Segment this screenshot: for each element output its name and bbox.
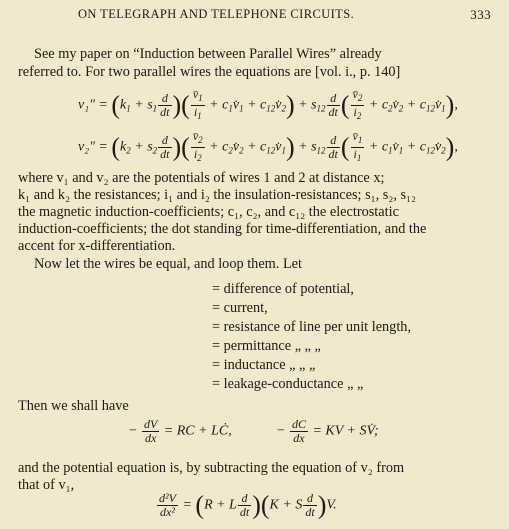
definition-rhs: = current, (212, 300, 268, 316)
equation-2: $v_2'' = (k_2 + s_2$ $\frac{d}{dt}$ )( $\frac{v̄_2}{i_2}$ + $c_2v̇_2$ + $c_{12}v̇_1) + s_{12}$ $\frac{d}{dt}$ ( $\frac{v̄_1}{i_1}$ + $c_1v̇_1$ + $c_{12}v̇_2$), (78, 129, 458, 163)
definition-rhs: = resistance of line per unit length, (212, 319, 412, 335)
potential-line-1: and the potential equation is, by subtracting the equation of v₂ from (18, 460, 405, 476)
equation-2-text: v₂″ = (78, 139, 108, 155)
page-number: 333 (470, 7, 491, 22)
header-title: ON TELEGRAPH AND TELEPHONE CIRCUITS. (78, 7, 355, 21)
where-line-4: induction-coefficients; the dot standing for time-differentiation, and the (18, 221, 427, 237)
where-line-1: where v₁ and v₂ are the potentials of wires 1 and 2 at distance x; (18, 170, 385, 186)
where-line-5: accent for x-differentiation. (18, 238, 176, 254)
now-line: Now let the wires be equal, and loop them. Let (34, 256, 302, 272)
definition-rhs: = permittance „ „ „ (212, 338, 321, 354)
equation-1: $v_1'' = (k_1 + s_1$ $\frac{d}{dt}$ )( $\frac{v̄_1}{i_1}$ + $c_1v̇_1$ + $c_{12}v̇_2) + s_{12}$ $\frac{d}{dt}$ ( $\frac{v̄_2}{i_2}$ + $c_2v̇_2$ + $c_{12}v̇_1$), (78, 87, 458, 121)
definition-rhs: = leakage-conductance „ „ (212, 376, 364, 392)
where-line-2: k₁ and k₂ the resistances; i₁ and i₂ the insulation-resistances; s₁, s₂, s₁₂ (18, 187, 417, 203)
intro-line-2: referred to. For two parallel wires the equations are [vol. i., p. 140] (18, 64, 401, 80)
then-line: Then we shall have (18, 398, 129, 414)
running-header (78, 7, 491, 25)
equation-3-left: − $\frac{dV}{dx}$ = RC + LĊ, (128, 417, 232, 445)
definition-rhs: = difference of potential, (212, 281, 354, 297)
definition-rhs: = inductance „ „ „ (212, 357, 316, 373)
equation-4: $\frac{\text{d²V}}{\text{dx²}}$ = (R + L $\frac{d}{dt}$ )(K + S $\frac{d}{dt}$ )V. (159, 490, 337, 520)
equation-3-right: − $\frac{dC}{dx}$ = KV + SV̇; (276, 417, 379, 445)
definitions-list (0, 280, 509, 392)
where-line-3: the magnetic induction-coefficients; c₁, c₂, and c₁₂ the electrostatic (18, 204, 399, 220)
equation-1-text: v₁″ = (78, 97, 108, 113)
potential-line-2: that of v₁, (18, 477, 75, 493)
intro-line-1: See my paper on “Induction between Parallel Wires” already (34, 46, 382, 62)
